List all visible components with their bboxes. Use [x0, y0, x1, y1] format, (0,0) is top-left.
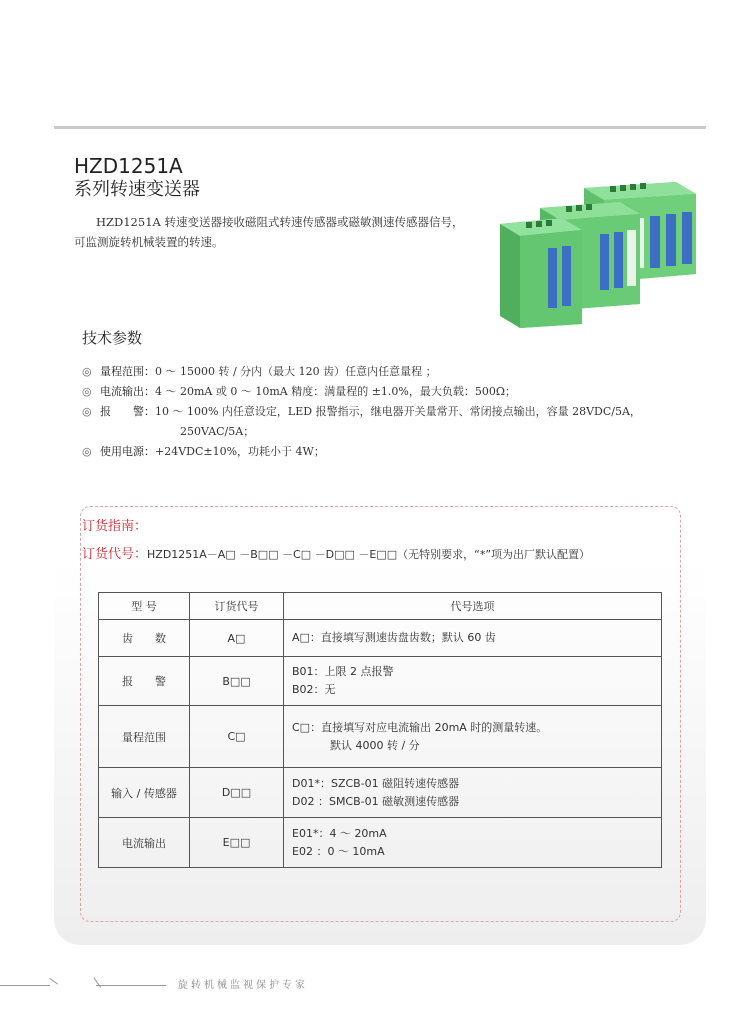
header-options: 代号选项 — [284, 593, 662, 620]
product-series-subtitle: 系列转速变送器 — [74, 179, 200, 200]
option-line: A□：直接填写测速齿盘齿数；默认 60 齿 — [292, 631, 496, 644]
bullet-icon: ◎ — [82, 385, 92, 398]
row-options — [284, 657, 662, 706]
bullet-icon: ◎ — [82, 405, 92, 418]
order-code-line — [82, 543, 590, 562]
row-code: D□□ — [190, 768, 284, 818]
footer-rule-left — [0, 985, 50, 986]
spec-list — [82, 362, 692, 462]
table-row — [99, 620, 662, 657]
footer-slogan: 旋转机械监视保护专家 — [178, 980, 308, 991]
row-type: 齿 数 — [99, 620, 190, 657]
spec-value: 0 ～ 15000 转 / 分内（最大 120 齿）任意内任意量程 ； — [155, 365, 437, 378]
row-type: 报 警 — [99, 657, 190, 706]
product-photo — [500, 178, 706, 328]
row-code: E□□ — [190, 818, 284, 868]
ordering-guide-title: 订货指南： — [82, 519, 148, 534]
row-code: C□ — [190, 706, 284, 768]
spec-label: 使用电源： — [100, 445, 155, 458]
spec-value: 10 ～ 100% 内任意设定，LED 报警指示，继电器开关量常开、常闭接点输出，容量 28VDC/5A， — [155, 405, 641, 418]
spec-label: 量程范围： — [100, 365, 155, 378]
option-line: D01*：SZCB-01 磁阻转速传感器 — [292, 776, 460, 790]
footer-rule-right — [96, 985, 166, 986]
spec-item-alarm — [82, 402, 692, 442]
order-code-string: HZD1251A－A□ －B□□ －C□ －D□□ －E□□（无特别要求，“*”项为出厂默认配置） — [147, 548, 591, 561]
row-type: 输入 / 传感器 — [99, 768, 190, 818]
spec-item-current-output — [82, 382, 692, 402]
option-line: D02 ：SMCB-01 磁敏测速传感器 — [292, 794, 460, 808]
order-options-table — [98, 592, 662, 868]
table-row — [99, 657, 662, 706]
option-line: C□：直接填写对应电流输出 20mA 时的测量转速。 — [292, 720, 548, 734]
row-options — [284, 706, 662, 768]
row-options — [284, 620, 662, 657]
row-code: B□□ — [190, 657, 284, 706]
order-code-label: 订货代号： — [82, 547, 148, 562]
row-options — [284, 818, 662, 868]
spec-label: 电流输出： — [100, 385, 155, 398]
table-row — [99, 818, 662, 868]
spec-label: 报 警： — [100, 405, 155, 418]
product-model-title: HZD1251A — [74, 154, 183, 178]
spec-value: 4 ～ 20mA 或 0 ～ 10mA 精度：满量程的 ±1.0%，最大负载：500Ω； — [155, 385, 516, 398]
spec-value: +24VDC±10%，功耗小于 4W； — [155, 445, 325, 458]
row-options — [284, 768, 662, 818]
row-type: 量程范围 — [99, 706, 190, 768]
option-line: E01*：4 ～ 20mA — [292, 826, 387, 840]
header-type: 型 号 — [99, 593, 190, 620]
bullet-icon: ◎ — [82, 365, 92, 378]
row-type: 电流输出 — [99, 818, 190, 868]
option-line: 默认 4000 转 / 分 — [330, 738, 420, 752]
spec-heading: 技术参数 — [82, 329, 143, 347]
table-row — [99, 768, 662, 818]
bullet-icon: ◎ — [82, 445, 92, 458]
spec-item-power — [82, 442, 692, 462]
option-line: E02 ：0 ～ 10mA — [292, 844, 385, 858]
header-order-code: 订货代号 — [190, 593, 284, 620]
table-row — [99, 706, 662, 768]
spec-item-range — [82, 362, 692, 382]
table-header-row — [99, 593, 662, 620]
row-code: A□ — [190, 620, 284, 657]
product-intro: HZD1251A 转速变送器接收磁阻式转速传感器或磁敏测速传感器信号，可监测旋转机械装置的转速。 — [74, 215, 464, 249]
spec-value-continued: 250VAC/5A； — [180, 425, 255, 438]
footer-tick — [45, 978, 58, 990]
option-line: B02：无 — [292, 683, 336, 696]
option-line: B01：上限 2 点报警 — [292, 665, 394, 678]
